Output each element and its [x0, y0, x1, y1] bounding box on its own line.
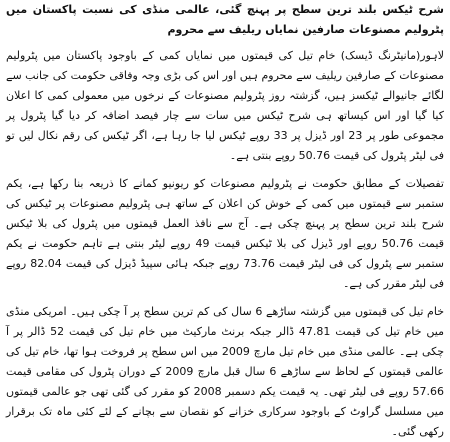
article-paragraph: لاہور(مانیٹرنگ ڈیسک) خام تیل کی قیمتوں میں نمایاں کمی کے باوجود پاکستان میں پٹرولیم مصنوعات کے صارفین ریلیف سے محروم ہیں اور اس کی بڑی وجہ وفاقی حکومت کی جانب سے لگائے جانیوالے ٹیکسز ہیں، گزشتہ روز پٹرولیم مصنوعات کے نرخوں میں معمولی کمی کا اعلان کیا گیا اور اس کیساتھ ہی شرح ٹیکس میں سات سے چار فیصد اضافہ کر دیا گیا پٹرول پر مجموعی طور پر 23 اور ڈیزل پر 33 روپے ٹیکس لیا جا رہا ہے، اگر ٹیکس کی رقم نکال لیں تو فی لیٹر پٹرول کی قیمت 50.76 روپے بنتی ہے۔ [6, 49, 445, 162]
article-paragraph: خام تیل کی قیمتوں میں گزشتہ ساڑھے 6 سال کی کم ترین سطح پر آ چکی ہیں۔ امریکی منڈی میں خام تیل کی قیمت 47.81 ڈالر جبکہ برنٹ مارکیٹ میں خام تیل کی قیمت 52 ڈالر پر آ چکی ہے۔ عالمی منڈی میں خام تیل مارچ 2009 میں اس سطح پر فروخت ہوا تھا، خام تیل کی عالمی قیمتوں کے لحاظ سے ساڑھے 6 سال قبل مارچ 2009 کے دوران پٹرول کی مقامی قیمت 57.66 روپے فی لیٹر تھی۔ یہ قیمت یکم دسمبر 2008 کو مقرر کی گئی تھی جو عالمی قیمتوں میں مسلسل گراوٹ کے باوجود سرکاری خزانے کو نقصان سے بچانے کے لئے کئی ماہ تک برقرار رکھی گئی۔ [6, 305, 445, 438]
article-paragraph: تفصیلات کے مطابق حکومت نے پٹرولیم مصنوعات کو ریونیو کمانے کا ذریعہ بنا رکھا ہے، یکم ستمبر سے قیمتوں میں کمی کے خوش کن اعلان کے ساتھ ہی پٹرولیم مصنوعات پر ٹیکس کی شرح بلند ترین سطح پر پہنچ چکی ہے۔ آج سے نافذ العمل قیمتوں میں پٹرول کی بلا ٹیکس قیمت 50.76 روپے اور ڈیزل کی بلا ٹیکس قیمت 49 روپے لیٹر بنتی ہے تاہم حکومت نے یکم ستمبر سے پٹرول کی فی لیٹر قیمت 73.76 روپے جبکہ ہائی سپیڈ ڈیزل کی قیمت 82.04 روپے فی لیٹر مقرر کی ہے۔ [6, 177, 444, 290]
article-headline: شرح ٹیکس بلند ترین سطح پر پہنچ گئی، عالمی منڈی کی نسبت پاکستان میں پٹرولیم مصنوعات صارفین نمایاں ریلیف سے محروم [6, 3, 444, 36]
